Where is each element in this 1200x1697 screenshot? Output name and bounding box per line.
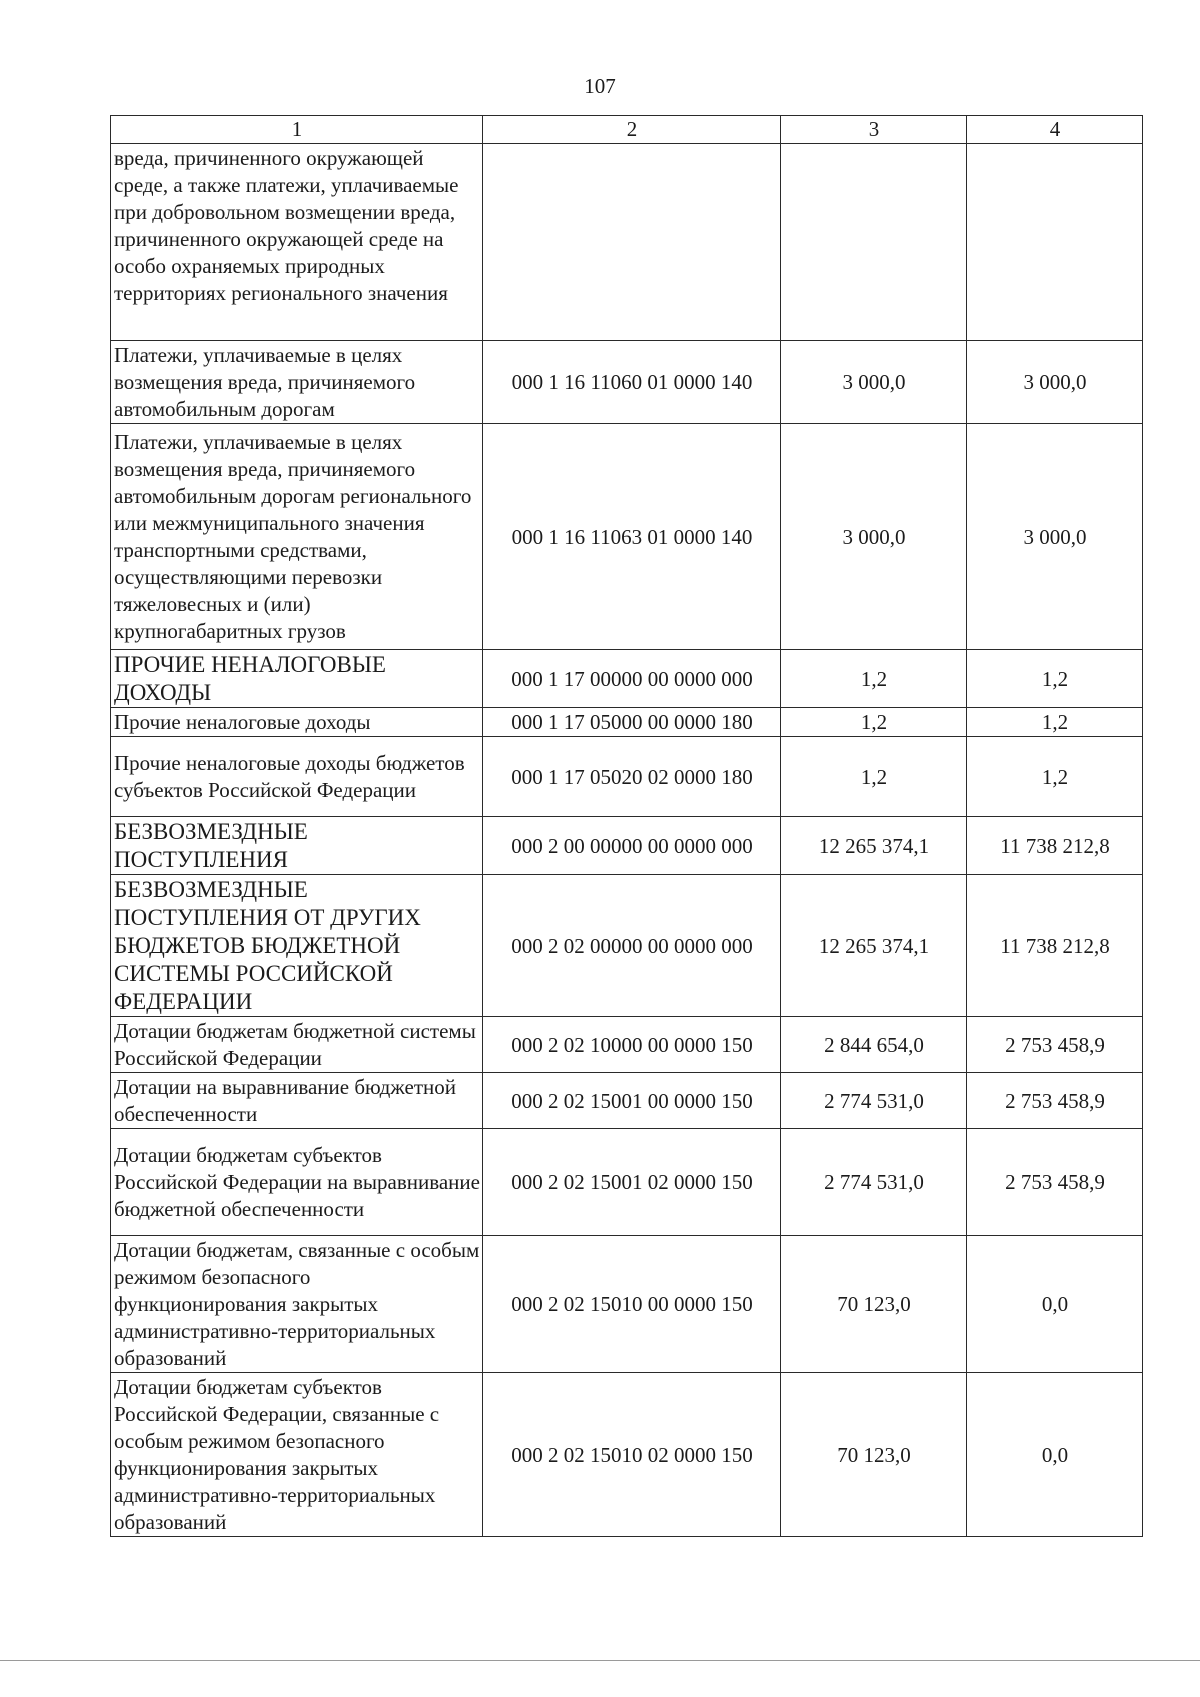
revenue-name-cell: БЕЗВОЗМЕЗДНЫЕ ПОСТУПЛЕНИЯ ОТ ДРУГИХ БЮДЖЕТОВ БЮДЖЕТНОЙ СИСТЕМЫ РОССИЙСКОЙ ФЕДЕРАЦИИ xyxy=(111,875,483,1017)
table-row xyxy=(111,737,1143,817)
amount-cell-col3: 2 774 531,0 xyxy=(781,1073,967,1129)
revenue-name-cell: Дотации на выравнивание бюджетной обеспеченности xyxy=(111,1073,483,1129)
amount-cell-col3: 1,2 xyxy=(781,708,967,737)
amount-cell-col3 xyxy=(781,144,967,341)
revenue-name-cell: ПРОЧИЕ НЕНАЛОГОВЫЕ ДОХОДЫ xyxy=(111,650,483,708)
page-number: 107 xyxy=(584,74,616,98)
column-number: 1 xyxy=(111,116,483,144)
table-row xyxy=(111,1129,1143,1236)
revenue-code-cell: 000 2 02 15010 02 0000 150 xyxy=(483,1373,781,1537)
table-row xyxy=(111,1073,1143,1129)
revenue-code-cell: 000 1 17 05000 00 0000 180 xyxy=(483,708,781,737)
table-row xyxy=(111,708,1143,737)
column-number: 2 xyxy=(483,116,781,144)
amount-cell-col3: 3 000,0 xyxy=(781,341,967,424)
amount-cell-col4: 11 738 212,8 xyxy=(967,875,1143,1017)
amount-cell-col4: 2 753 458,9 xyxy=(967,1129,1143,1236)
table-row xyxy=(111,1236,1143,1373)
table-row xyxy=(111,341,1143,424)
amount-cell-col4: 0,0 xyxy=(967,1373,1143,1537)
revenue-name-cell: БЕЗВОЗМЕЗДНЫЕ ПОСТУПЛЕНИЯ xyxy=(111,817,483,875)
table-row xyxy=(111,1017,1143,1073)
amount-cell-col3: 70 123,0 xyxy=(781,1373,967,1537)
amount-cell-col3: 12 265 374,1 xyxy=(781,875,967,1017)
revenue-name-cell: Прочие неналоговые доходы бюджетов субъектов Российской Федерации xyxy=(111,737,483,817)
revenue-code-cell xyxy=(483,144,781,341)
revenue-code-cell: 000 2 02 15001 00 0000 150 xyxy=(483,1073,781,1129)
column-number: 4 xyxy=(967,116,1143,144)
amount-cell-col4: 3 000,0 xyxy=(967,341,1143,424)
table-row xyxy=(111,650,1143,708)
amount-cell-col3: 2 774 531,0 xyxy=(781,1129,967,1236)
column-number: 3 xyxy=(781,116,967,144)
revenue-name-cell: Платежи, уплачиваемые в целях возмещения вреда, причиняемого автомобильным дорогам xyxy=(111,341,483,424)
amount-cell-col3: 1,2 xyxy=(781,650,967,708)
budget-revenue-table xyxy=(110,115,1143,1537)
revenue-code-cell: 000 1 16 11063 01 0000 140 xyxy=(483,424,781,650)
amount-cell-col4: 11 738 212,8 xyxy=(967,817,1143,875)
amount-cell-col4: 3 000,0 xyxy=(967,424,1143,650)
revenue-code-cell: 000 2 02 15001 02 0000 150 xyxy=(483,1129,781,1236)
revenue-name-cell: Дотации бюджетам субъектов Российской Федерации на выравнивание бюджетной обеспеченности xyxy=(111,1129,483,1236)
amount-cell-col4: 1,2 xyxy=(967,708,1143,737)
revenue-code-cell: 000 1 16 11060 01 0000 140 xyxy=(483,341,781,424)
table-row xyxy=(111,424,1143,650)
revenue-name-cell: Платежи, уплачиваемые в целях возмещения вреда, причиняемого автомобильным дорогам регионального или межмуниципального значения транспортными средствами, осуществляющими перевозки тяжеловесных и (или) крупногабаритных грузов xyxy=(111,424,483,650)
table-row xyxy=(111,144,1143,341)
amount-cell-col4: 0,0 xyxy=(967,1236,1143,1373)
amount-cell-col4: 1,2 xyxy=(967,737,1143,817)
table-row xyxy=(111,1373,1143,1537)
revenue-name-cell: Прочие неналоговые доходы xyxy=(111,708,483,737)
amount-cell-col3: 3 000,0 xyxy=(781,424,967,650)
revenue-code-cell: 000 2 00 00000 00 0000 000 xyxy=(483,817,781,875)
table-row xyxy=(111,875,1143,1017)
revenue-name-cell: Дотации бюджетам субъектов Российской Федерации, связанные с особым режимом безопасного функционирования закрытых административно-территориальных образований xyxy=(111,1373,483,1537)
column-number-row xyxy=(111,116,1143,144)
amount-cell-col3: 1,2 xyxy=(781,737,967,817)
revenue-code-cell: 000 2 02 00000 00 0000 000 xyxy=(483,875,781,1017)
amount-cell-col4 xyxy=(967,144,1143,341)
amount-cell-col3: 12 265 374,1 xyxy=(781,817,967,875)
revenue-code-cell: 000 1 17 05020 02 0000 180 xyxy=(483,737,781,817)
amount-cell-col4: 2 753 458,9 xyxy=(967,1017,1143,1073)
revenue-name-cell: Дотации бюджетам бюджетной системы Российской Федерации xyxy=(111,1017,483,1073)
amount-cell-col3: 2 844 654,0 xyxy=(781,1017,967,1073)
amount-cell-col3: 70 123,0 xyxy=(781,1236,967,1373)
page-bottom-rule xyxy=(0,1660,1200,1661)
revenue-name-cell: Дотации бюджетам, связанные с особым режимом безопасного функционирования закрытых административно-территориальных образований xyxy=(111,1236,483,1373)
amount-cell-col4: 2 753 458,9 xyxy=(967,1073,1143,1129)
revenue-code-cell: 000 2 02 15010 00 0000 150 xyxy=(483,1236,781,1373)
table-row xyxy=(111,817,1143,875)
revenue-code-cell: 000 1 17 00000 00 0000 000 xyxy=(483,650,781,708)
revenue-code-cell: 000 2 02 10000 00 0000 150 xyxy=(483,1017,781,1073)
revenue-name-cell: вреда, причиненного окружающей среде, а также платежи, уплачиваемые при добровольном возмещении вреда, причиненного окружающей среде на особо охраняемых природных территориях регионального значения xyxy=(111,144,483,341)
amount-cell-col4: 1,2 xyxy=(967,650,1143,708)
